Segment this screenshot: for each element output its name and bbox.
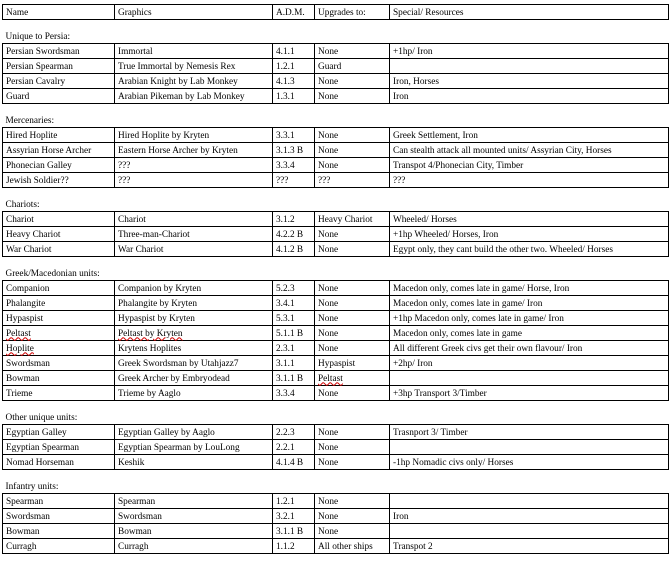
section-title: Infantry units: <box>5 481 59 492</box>
table-row <box>3 89 669 104</box>
unit-upgrade: None <box>315 227 390 242</box>
table-row <box>3 455 669 470</box>
unit-special: Iron <box>390 509 669 524</box>
unit-adm: 4.1.3 <box>273 74 315 89</box>
unit-name: Egyptian Spearman <box>3 440 115 455</box>
unit-name: Swordsman <box>3 356 115 371</box>
unit-graphics: Greek Archer by Embryodead <box>115 371 273 386</box>
section-heading-row <box>3 410 669 425</box>
unit-graphics: Three-man-Chariot <box>115 227 273 242</box>
table-row <box>3 281 669 296</box>
section-heading-row <box>3 266 669 281</box>
table-row <box>3 59 669 74</box>
unit-adm: 5.2.3 <box>273 281 315 296</box>
section-heading-row <box>3 113 669 128</box>
unit-graphics: ??? <box>115 173 273 188</box>
header-graphics: Graphics <box>115 5 273 20</box>
unit-adm: 3.2.1 <box>273 509 315 524</box>
unit-name: Companion <box>3 281 115 296</box>
unit-name: Curragh <box>3 539 115 554</box>
section-title: Chariots: <box>5 199 40 210</box>
table-row <box>3 494 669 509</box>
unit-adm: 3.4.1 <box>273 296 315 311</box>
unit-graphics: Bowman <box>115 524 273 539</box>
unit-adm: 3.3.4 <box>273 158 315 173</box>
unit-graphics: Egyptian Spearman by LouLong <box>115 440 273 455</box>
unit-graphics: True Immortal by Nemesis Rex <box>115 59 273 74</box>
section-spacer <box>3 257 669 267</box>
unit-graphics: Eastern Horse Archer by Kryten <box>115 143 273 158</box>
unit-special: +1hp/ Iron <box>390 44 669 59</box>
unit-adm: 3.1.2 <box>273 212 315 227</box>
unit-special <box>390 524 669 539</box>
unit-name: Nomad Horseman <box>3 455 115 470</box>
unit-upgrade: None <box>315 44 390 59</box>
unit-special: Can stealth attack all mounted units/ Assyrian City, Horses <box>390 143 669 158</box>
unit-special: +1hp Wheeled/ Horses, Iron <box>390 227 669 242</box>
section-title: Other unique units: <box>5 412 78 423</box>
unit-adm: 2.2.1 <box>273 440 315 455</box>
unit-special: Wheeled/ Horses <box>390 212 669 227</box>
unit-adm: 3.3.4 <box>273 386 315 401</box>
unit-special: Iron <box>390 89 669 104</box>
unit-upgrade: None <box>315 281 390 296</box>
unit-special: ??? <box>390 173 669 188</box>
header-upgrades: Upgrades to: <box>315 5 390 20</box>
unit-adm: 1.2.1 <box>273 59 315 74</box>
unit-graphics: Hypaspist by Kryten <box>115 311 273 326</box>
unit-adm: 3.1.3 B <box>273 143 315 158</box>
unit-upgrade: None <box>315 311 390 326</box>
unit-special: +1hp Macedon only, comes late in game/ Iron <box>390 311 669 326</box>
unit-graphics: Curragh <box>115 539 273 554</box>
unit-special: Trasnport 3/ Timber <box>390 425 669 440</box>
unit-special: Iron, Horses <box>390 74 669 89</box>
unit-upgrade: None <box>315 158 390 173</box>
unit-upgrade: None <box>315 341 390 356</box>
unit-special: +3hp Transport 3/Timber <box>390 386 669 401</box>
table-row <box>3 440 669 455</box>
unit-special <box>390 494 669 509</box>
unit-upgrade: Hypaspist <box>315 356 390 371</box>
unit-adm: 1.1.2 <box>273 539 315 554</box>
section-title: Unique to Persia: <box>5 31 71 42</box>
section-heading-row <box>3 197 669 212</box>
unit-special: Greek Settlement, Iron <box>390 128 669 143</box>
unit-name: Swordsman <box>3 509 115 524</box>
unit-name: Guard <box>3 89 115 104</box>
unit-name: Heavy Chariot <box>3 227 115 242</box>
unit-upgrade: None <box>315 455 390 470</box>
unit-graphics: Greek Swordsman by Utahjazz7 <box>115 356 273 371</box>
unit-upgrade: None <box>315 386 390 401</box>
unit-adm: 5.3.1 <box>273 311 315 326</box>
table-row <box>3 356 669 371</box>
unit-upgrade: None <box>315 242 390 257</box>
unit-name: Trieme <box>3 386 115 401</box>
unit-upgrade: None <box>315 74 390 89</box>
table-row <box>3 341 669 356</box>
unit-upgrade: None <box>315 128 390 143</box>
unit-graphics: Immortal <box>115 44 273 59</box>
unit-name: Peltast <box>3 326 115 341</box>
header-name: Name <box>3 5 115 20</box>
unit-special: Transpot 4/Phonecian City, Timber <box>390 158 669 173</box>
unit-name: War Chariot <box>3 242 115 257</box>
unit-upgrade: None <box>315 296 390 311</box>
section-title: Greek/Macedonian units: <box>5 268 100 279</box>
unit-adm: 2.3.1 <box>273 341 315 356</box>
unit-name: Phalangite <box>3 296 115 311</box>
unit-adm: 4.2.2 B <box>273 227 315 242</box>
unit-graphics: Arabian Knight by Lab Monkey <box>115 74 273 89</box>
table-row <box>3 227 669 242</box>
units-table <box>2 4 669 554</box>
unit-upgrade: None <box>315 425 390 440</box>
unit-name: Spearman <box>3 494 115 509</box>
unit-name: Bowman <box>3 371 115 386</box>
unit-upgrade: None <box>315 524 390 539</box>
unit-special: -1hp Nomadic civs only/ Horses <box>390 455 669 470</box>
section-spacer <box>3 401 669 411</box>
unit-adm: 4.1.1 <box>273 44 315 59</box>
unit-name: Bowman <box>3 524 115 539</box>
unit-name: Persian Swordsman <box>3 44 115 59</box>
unit-adm: 3.1.1 B <box>273 371 315 386</box>
table-row <box>3 509 669 524</box>
unit-graphics: Chariot <box>115 212 273 227</box>
unit-name: Assyrian Horse Archer <box>3 143 115 158</box>
unit-graphics: Trieme by Aaglo <box>115 386 273 401</box>
table-row <box>3 524 669 539</box>
unit-special <box>390 59 669 74</box>
unit-graphics: Egyptian Galley by Aaglo <box>115 425 273 440</box>
unit-graphics: Companion by Kryten <box>115 281 273 296</box>
section-spacer <box>3 188 669 198</box>
unit-adm: 1.2.1 <box>273 494 315 509</box>
table-row <box>3 386 669 401</box>
unit-special <box>390 371 669 386</box>
unit-graphics: Peltast by Kryten <box>115 326 273 341</box>
unit-graphics: ??? <box>115 158 273 173</box>
table-row <box>3 173 669 188</box>
unit-adm: 3.1.1 B <box>273 524 315 539</box>
unit-graphics: War Chariot <box>115 242 273 257</box>
table-row <box>3 539 669 554</box>
unit-upgrade: All other ships <box>315 539 390 554</box>
unit-special: Transpot 2 <box>390 539 669 554</box>
unit-special: All different Greek civs get their own flavour/ Iron <box>390 341 669 356</box>
unit-graphics: Spearman <box>115 494 273 509</box>
unit-graphics: Krytens Hoplites <box>115 341 273 356</box>
unit-upgrade: Guard <box>315 59 390 74</box>
section-spacer <box>3 470 669 480</box>
unit-name: Hired Hoplite <box>3 128 115 143</box>
unit-graphics: Phalangite by Kryten <box>115 296 273 311</box>
unit-special: +2hp/ Iron <box>390 356 669 371</box>
unit-name: Hypaspist <box>3 311 115 326</box>
unit-name: Jewish Soldier?? <box>3 173 115 188</box>
unit-adm: 1.3.1 <box>273 89 315 104</box>
unit-special <box>390 440 669 455</box>
unit-special: Macedon only, comes late in game/ Iron <box>390 296 669 311</box>
table-row <box>3 44 669 59</box>
unit-upgrade: None <box>315 89 390 104</box>
unit-upgrade: ??? <box>315 173 390 188</box>
table-row <box>3 326 669 341</box>
section-spacer <box>3 20 669 30</box>
table-row <box>3 128 669 143</box>
unit-adm: 3.1.1 <box>273 356 315 371</box>
header-special: Special/ Resources <box>390 5 669 20</box>
table-row <box>3 143 669 158</box>
section-heading-row <box>3 29 669 44</box>
unit-name: Egyptian Galley <box>3 425 115 440</box>
unit-upgrade: None <box>315 509 390 524</box>
unit-special: Macedon only, comes late in game <box>390 326 669 341</box>
unit-graphics: Keshik <box>115 455 273 470</box>
unit-upgrade: Heavy Chariot <box>315 212 390 227</box>
unit-adm: 4.1.2 B <box>273 242 315 257</box>
unit-adm: 4.1.4 B <box>273 455 315 470</box>
table-row <box>3 311 669 326</box>
unit-name: Chariot <box>3 212 115 227</box>
section-title: Mercenaries: <box>5 115 55 126</box>
header-row <box>3 5 669 20</box>
unit-special: Macedon only, comes late in game/ Horse, Iron <box>390 281 669 296</box>
table-row <box>3 296 669 311</box>
unit-adm: ??? <box>273 173 315 188</box>
section-spacer <box>3 104 669 114</box>
unit-upgrade: None <box>315 440 390 455</box>
unit-graphics: Swordsman <box>115 509 273 524</box>
table-row <box>3 425 669 440</box>
unit-name: Persian Cavalry <box>3 74 115 89</box>
table-row <box>3 242 669 257</box>
table-row <box>3 371 669 386</box>
table-row <box>3 212 669 227</box>
unit-name: Hoplite <box>3 341 115 356</box>
unit-adm: 5.1.1 B <box>273 326 315 341</box>
unit-upgrade: None <box>315 494 390 509</box>
header-adm: A.D.M. <box>273 5 315 20</box>
unit-upgrade: None <box>315 326 390 341</box>
unit-upgrade: Peltast <box>315 371 390 386</box>
unit-special: Egypt only, they cant build the other two. Wheeled/ Horses <box>390 242 669 257</box>
unit-adm: 3.3.1 <box>273 128 315 143</box>
unit-list-document <box>2 4 669 554</box>
unit-name: Persian Spearman <box>3 59 115 74</box>
unit-name: Phonecian Galley <box>3 158 115 173</box>
unit-graphics: Hired Hoplite by Kryten <box>115 128 273 143</box>
section-heading-row <box>3 479 669 494</box>
table-row <box>3 74 669 89</box>
unit-adm: 2.2.3 <box>273 425 315 440</box>
table-row <box>3 158 669 173</box>
unit-upgrade: None <box>315 143 390 158</box>
unit-graphics: Arabian Pikeman by Lab Monkey <box>115 89 273 104</box>
